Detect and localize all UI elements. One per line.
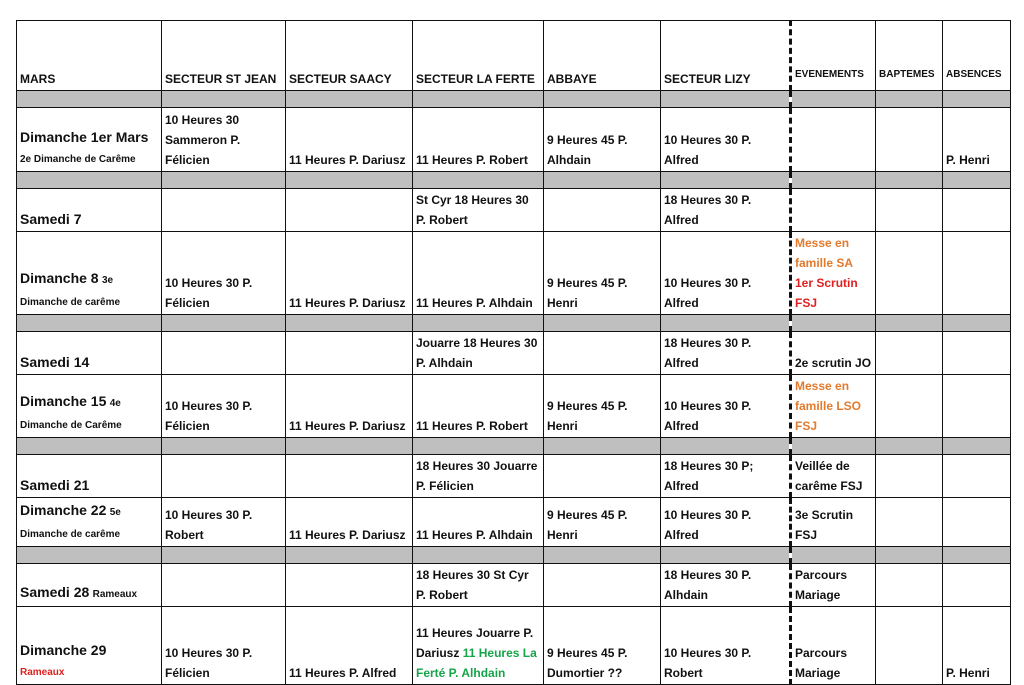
saacy-cell [286, 189, 413, 232]
separator-row [17, 91, 1011, 108]
table-row [17, 564, 1011, 607]
absences-cell [943, 232, 1011, 315]
events-cell: 3e Scrutin FSJ [791, 498, 876, 547]
events-cell [791, 189, 876, 232]
day-cell: Dimanche 1er Mars 2e Dimanche de Carême [17, 108, 162, 172]
abbaye-cell: 9 Heures 45 P. Henri [544, 498, 661, 547]
ferte-cell: Jouarre 18 Heures 30 P. Alhdain [413, 332, 544, 375]
saacy-cell: 11 Heures P. Dariusz [286, 498, 413, 547]
lizy-cell: 10 Heures 30 P. Robert [661, 607, 791, 685]
saacy-cell [286, 455, 413, 498]
events-cell: Parcours Mariage [791, 564, 876, 607]
abbaye-cell [544, 564, 661, 607]
st-jean-cell: 10 Heures 30 P. Robert [162, 498, 286, 547]
abbaye-cell [544, 332, 661, 375]
day-cell: Dimanche 22 5e Dimanche de carême [17, 498, 162, 547]
st-jean-cell: 10 Heures 30 Sammeron P. Félicien [162, 108, 286, 172]
absences-cell [943, 332, 1011, 375]
events-cell: Messe en famille LSO FSJ [791, 375, 876, 438]
header-baptemes: BAPTEMES [876, 21, 943, 91]
absences-cell [943, 375, 1011, 438]
baptemes-cell [876, 375, 943, 438]
absences-cell [943, 455, 1011, 498]
saacy-cell: 11 Heures P. Alfred [286, 607, 413, 685]
lizy-cell: 18 Heures 30 P. Alhdain [661, 564, 791, 607]
saacy-cell: 11 Heures P. Dariusz [286, 375, 413, 438]
abbaye-cell [544, 189, 661, 232]
abbaye-cell [544, 455, 661, 498]
lizy-cell: 10 Heures 30 P. Alfred [661, 232, 791, 315]
ferte-cell: 11 Heures P. Robert [413, 108, 544, 172]
day-cell: Samedi 21 [17, 455, 162, 498]
day-cell: Dimanche 8 3e Dimanche de carême [17, 232, 162, 315]
table-row [17, 375, 1011, 438]
events-cell: 2e scrutin JO [791, 332, 876, 375]
st-jean-cell [162, 455, 286, 498]
saacy-cell [286, 564, 413, 607]
st-jean-cell: 10 Heures 30 P. Félicien [162, 607, 286, 685]
table-row [17, 108, 1011, 172]
ferte-cell: 11 Heures P. Alhdain [413, 498, 544, 547]
day-cell: Dimanche 29 Rameaux [17, 607, 162, 685]
ferte-cell: 18 Heures 30 Jouarre P. Félicien [413, 455, 544, 498]
table-row [17, 607, 1011, 685]
ferte-cell: 18 Heures 30 St Cyr P. Robert [413, 564, 544, 607]
saacy-cell: 11 Heures P. Dariusz [286, 108, 413, 172]
saacy-cell [286, 332, 413, 375]
baptemes-cell [876, 189, 943, 232]
separator-row [17, 172, 1011, 189]
absences-cell: P. Henri [943, 108, 1011, 172]
header-la-ferte: SECTEUR LA FERTE [413, 21, 544, 91]
header-st-jean: SECTEUR ST JEAN [162, 21, 286, 91]
day-cell: Dimanche 15 4e Dimanche de Carême [17, 375, 162, 438]
ferte-cell: St Cyr 18 Heures 30 P. Robert [413, 189, 544, 232]
day-cell: Samedi 28 Rameaux [17, 564, 162, 607]
st-jean-cell [162, 564, 286, 607]
table-row [17, 498, 1011, 547]
header-lizy: SECTEUR LIZY [661, 21, 791, 91]
table-row [17, 332, 1011, 375]
baptemes-cell [876, 564, 943, 607]
header-abbaye: ABBAYE [544, 21, 661, 91]
st-jean-cell [162, 189, 286, 232]
st-jean-cell: 10 Heures 30 P. Félicien [162, 375, 286, 438]
day-cell: Samedi 7 [17, 189, 162, 232]
header-month: MARS [17, 21, 162, 91]
day-cell: Samedi 14 [17, 332, 162, 375]
lizy-cell: 18 Heures 30 P. Alfred [661, 189, 791, 232]
header-saacy: SECTEUR SAACY [286, 21, 413, 91]
baptemes-cell [876, 332, 943, 375]
events-cell: Parcours Mariage [791, 607, 876, 685]
header-evenements: EVENEMENTS [791, 21, 876, 91]
absences-cell [943, 189, 1011, 232]
header-row [17, 21, 1011, 91]
separator-row [17, 438, 1011, 455]
abbaye-cell: 9 Heures 45 P. Alhdain [544, 108, 661, 172]
baptemes-cell [876, 455, 943, 498]
lizy-cell: 18 Heures 30 P; Alfred [661, 455, 791, 498]
saacy-cell: 11 Heures P. Dariusz [286, 232, 413, 315]
table-row [17, 232, 1011, 315]
table-row [17, 189, 1011, 232]
baptemes-cell [876, 232, 943, 315]
baptemes-cell [876, 607, 943, 685]
abbaye-cell: 9 Heures 45 P. Henri [544, 375, 661, 438]
mass-schedule-table [16, 20, 1011, 685]
absences-cell [943, 564, 1011, 607]
header-absences: ABSENCES [943, 21, 1011, 91]
separator-row [17, 315, 1011, 332]
schedule-sheet [16, 20, 1010, 685]
lizy-cell: 10 Heures 30 P. Alfred [661, 375, 791, 438]
events-cell: Messe en famille SA 1er Scrutin FSJ [791, 232, 876, 315]
abbaye-cell: 9 Heures 45 P. Dumortier ?? [544, 607, 661, 685]
ferte-cell: 11 Heures Jouarre P. Dariusz 11 Heures La Ferté P. Alhdain [413, 607, 544, 685]
table-row [17, 455, 1011, 498]
baptemes-cell [876, 498, 943, 547]
st-jean-cell: 10 Heures 30 P. Félicien [162, 232, 286, 315]
baptemes-cell [876, 108, 943, 172]
ferte-cell: 11 Heures P. Alhdain [413, 232, 544, 315]
events-cell [791, 108, 876, 172]
absences-cell [943, 498, 1011, 547]
st-jean-cell [162, 332, 286, 375]
lizy-cell: 10 Heures 30 P. Alfred [661, 498, 791, 547]
abbaye-cell: 9 Heures 45 P. Henri [544, 232, 661, 315]
events-cell: Veillée de carême FSJ [791, 455, 876, 498]
lizy-cell: 10 Heures 30 P. Alfred [661, 108, 791, 172]
lizy-cell: 18 Heures 30 P. Alfred [661, 332, 791, 375]
separator-row [17, 547, 1011, 564]
ferte-cell: 11 Heures P. Robert [413, 375, 544, 438]
absences-cell: P. Henri [943, 607, 1011, 685]
